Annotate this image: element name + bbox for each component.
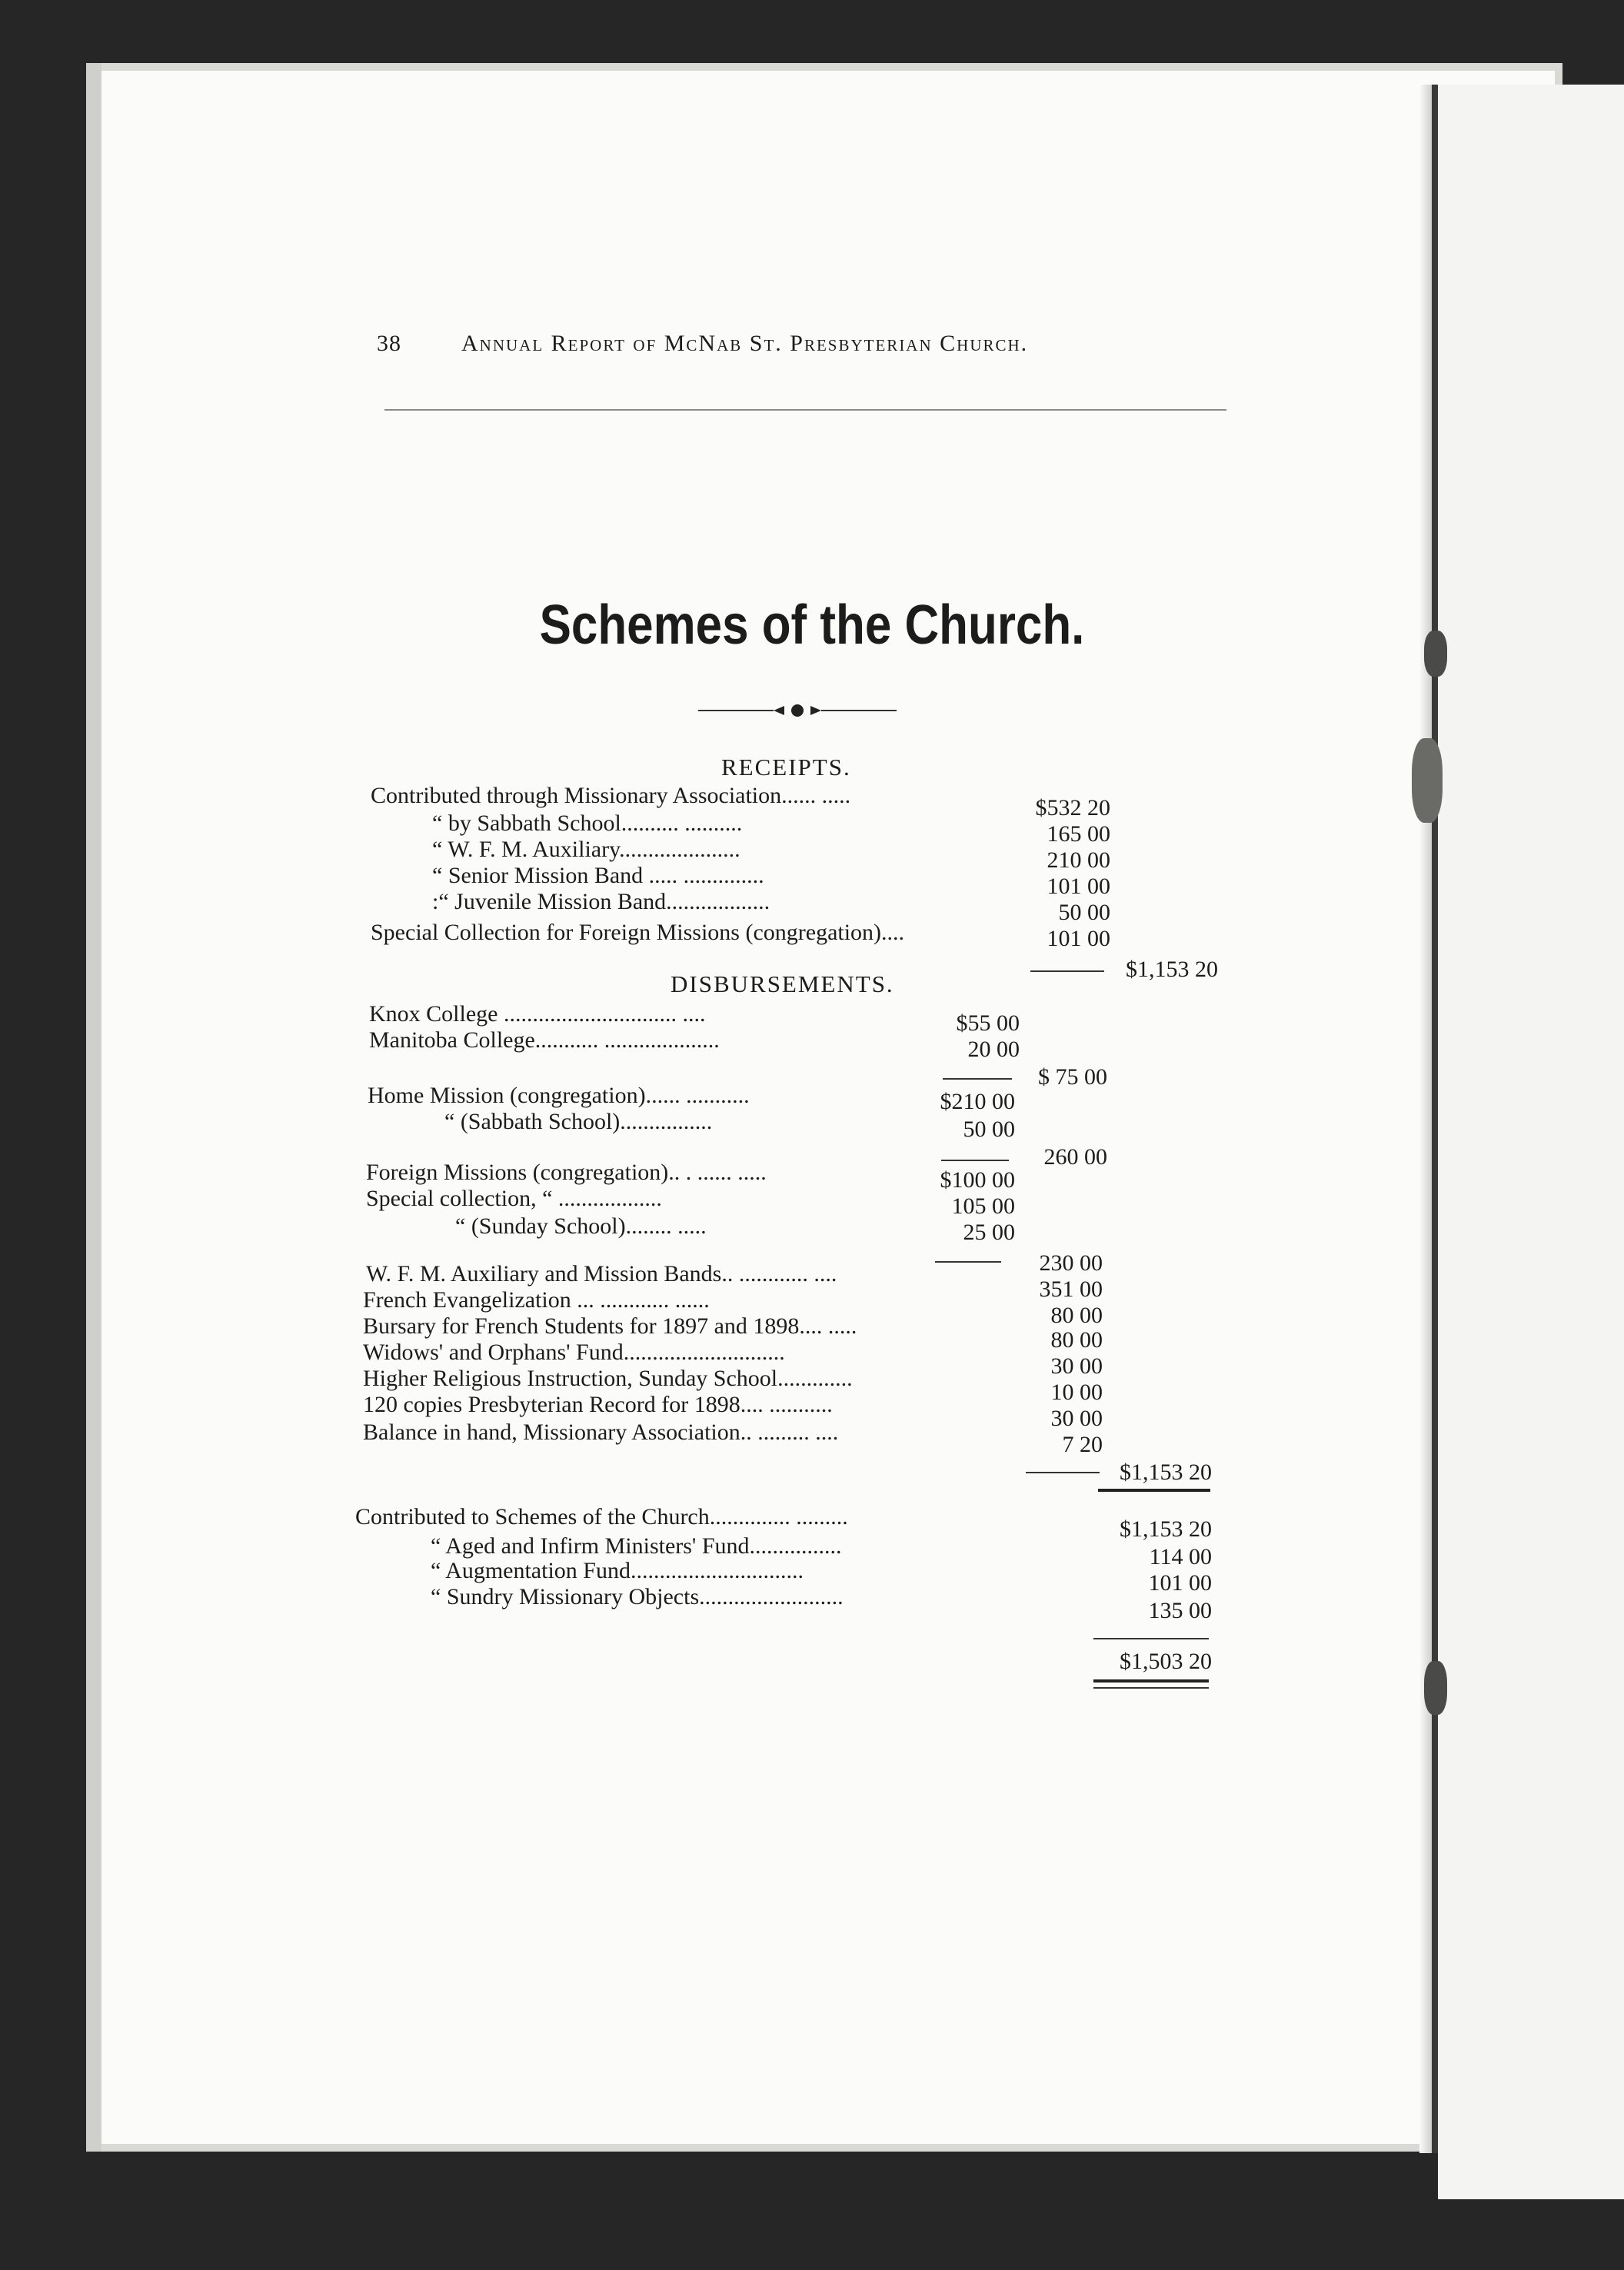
disbursement-amount: 105 00 [951, 1193, 1015, 1219]
disbursement-label: Bursary for French Students for 1897 and 1898.... ..... [363, 1313, 857, 1339]
disbursement-label: French Evangelization ... ............ ...... [363, 1287, 710, 1313]
disbursement-amount: $100 00 [940, 1167, 1015, 1193]
page-number: 38 [377, 331, 401, 356]
book-page [86, 63, 1562, 2152]
disbursement-amount: 351 00 [1039, 1276, 1103, 1302]
summary-amount: 135 00 [1148, 1598, 1212, 1623]
disbursement-label: Knox College .............................. .... [369, 1001, 706, 1027]
grand-total-double-underline [1093, 1687, 1209, 1689]
receipt-amount: 210 00 [1047, 847, 1110, 873]
binding-stitch [1424, 1661, 1447, 1715]
disbursement-label: “ (Sunday School)........ ..... [455, 1213, 707, 1239]
receipt-label: “ Senior Mission Band ..... .............. [432, 863, 764, 888]
disbursement-amount: 30 00 [1050, 1353, 1103, 1379]
disbursement-label: Home Mission (congregation)...... ........... [368, 1083, 750, 1108]
receipt-amount: 101 00 [1047, 874, 1110, 899]
disbursements-heading: DISBURSEMENTS. [671, 970, 894, 997]
home-subtotal: 260 00 [1043, 1144, 1107, 1170]
disbursement-amount: 80 00 [1050, 1327, 1103, 1353]
disbursements-total: $1,153 20 [1120, 1460, 1212, 1485]
receipt-label: “ by Sabbath School.......... .......... [432, 810, 743, 836]
foreign-subtotal: 230 00 [1039, 1250, 1103, 1276]
disbursement-label: Manitoba College........... .................... [369, 1027, 720, 1053]
disbursement-amount: 80 00 [1050, 1303, 1103, 1328]
book-gutter [1432, 85, 1438, 2153]
page-title: Schemes of the Church. [539, 594, 1085, 656]
disbursement-label: Special collection, “ .................. [366, 1186, 662, 1211]
summary-amount: 114 00 [1149, 1544, 1212, 1569]
binding-stitch [1412, 738, 1443, 823]
grand-total-underline [1093, 1679, 1209, 1683]
disbursement-amount: $55 00 [956, 1010, 1020, 1036]
receipt-amount: $532 20 [1035, 795, 1110, 820]
grand-total: $1,503 20 [1120, 1649, 1212, 1674]
summary-label: “ Sundry Missionary Objects......................... [431, 1584, 844, 1609]
receipt-label: :“ Juvenile Mission Band.................. [432, 889, 770, 914]
receipt-amount: 101 00 [1047, 926, 1110, 951]
disbursement-amount: $210 00 [940, 1089, 1015, 1114]
summary-label: Contributed to Schemes of the Church.............. ......... [355, 1504, 848, 1529]
summary-label: “ Aged and Infirm Ministers' Fund................ [431, 1533, 842, 1559]
disbursement-amount: 7 20 [1062, 1432, 1103, 1457]
receipt-label: Special Collection for Foreign Missions (congregation).... [371, 920, 905, 945]
ornament-divider [698, 701, 897, 720]
total-underline [1098, 1489, 1210, 1492]
running-title: Annual Report of McNab St. Presbyterian Church. [461, 331, 1029, 356]
receipt-amount: 165 00 [1047, 821, 1110, 847]
gutter-shadow [1419, 85, 1432, 2153]
header-rule [384, 409, 1226, 411]
receipt-label: “ W. F. M. Auxiliary..................... [432, 837, 740, 862]
disbursement-amount: 50 00 [963, 1117, 1015, 1142]
disbursement-label: 120 copies Presbyterian Record for 1898.... ........... [363, 1392, 833, 1417]
summary-amount: 101 00 [1148, 1570, 1212, 1596]
disbursement-label: Balance in hand, Missionary Association.. ......... .... [363, 1420, 839, 1445]
receipt-amount: 50 00 [1058, 900, 1110, 925]
grand-total-rule [1093, 1638, 1209, 1639]
disbursement-amount: 10 00 [1050, 1380, 1103, 1405]
page-edge [86, 63, 102, 2152]
disbursement-amount: 20 00 [967, 1037, 1020, 1062]
disbursement-label: Higher Religious Instruction, Sunday School............. [363, 1366, 853, 1391]
receipt-label: Contributed through Missionary Association...... ..... [371, 783, 851, 808]
disbursement-label: W. F. M. Auxiliary and Mission Bands.. ............ .... [366, 1261, 837, 1286]
disbursement-amount: 30 00 [1050, 1406, 1103, 1431]
summary-label: “ Augmentation Fund.............................. [431, 1558, 804, 1583]
receipts-heading: RECEIPTS. [721, 754, 851, 781]
college-subtotal: $ 75 00 [1038, 1064, 1107, 1090]
disbursement-label: Foreign Missions (congregation).. . ...... ..... [366, 1160, 767, 1185]
receipts-total: $1,153 20 [1126, 957, 1218, 982]
summary-amount: $1,153 20 [1120, 1516, 1212, 1542]
subtotal-rule [941, 1160, 1009, 1161]
disbursement-amount: 25 00 [963, 1220, 1015, 1245]
disbursement-label: Widows' and Orphans' Fund............................ [363, 1340, 785, 1365]
facing-page [1438, 85, 1624, 2199]
disbursement-label: “ (Sabbath School)................ [444, 1109, 713, 1134]
